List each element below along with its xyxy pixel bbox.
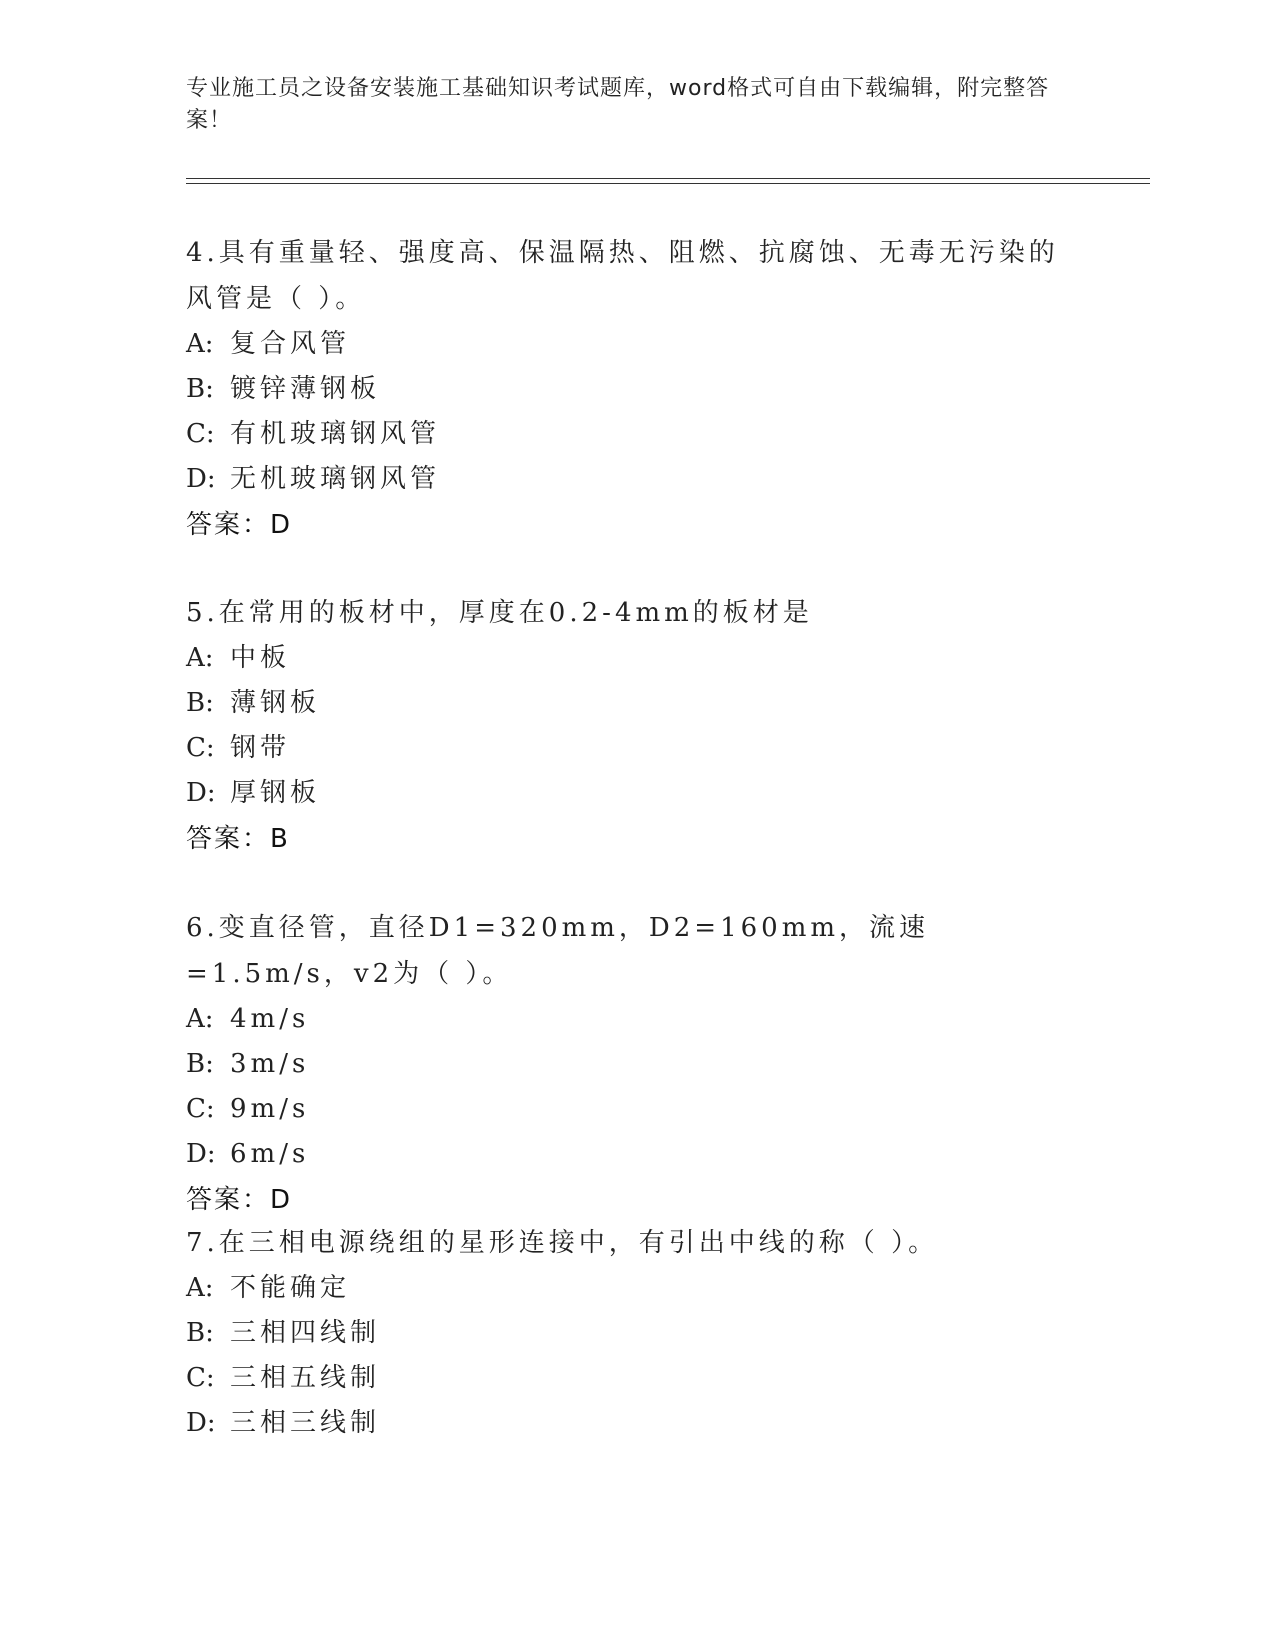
option-d bbox=[186, 457, 1066, 502]
option-text: 镀锌薄钢板 bbox=[230, 374, 381, 404]
option-text: 复合风管 bbox=[230, 329, 351, 359]
option-text: 三相四线制 bbox=[230, 1318, 381, 1348]
option-c bbox=[186, 1087, 1066, 1132]
question-stem: 4.具有重量轻、强度高、保温隔热、阻燃、抗腐蚀、无毒无污染的风管是（ ）。 bbox=[186, 238, 1059, 314]
option-a bbox=[186, 997, 1066, 1042]
question-stem: 7.在三相电源绕组的星形连接中，有引出中线的称（ ）。 bbox=[186, 1228, 939, 1258]
option-text: 中板 bbox=[230, 643, 291, 673]
option-letter: D: bbox=[186, 1139, 216, 1169]
option-letter: B: bbox=[186, 1049, 214, 1079]
option-text: 三相三线制 bbox=[230, 1408, 381, 1438]
option-letter: D: bbox=[186, 464, 216, 494]
option-text: 厚钢板 bbox=[230, 778, 321, 808]
option-c bbox=[186, 726, 1066, 771]
option-text: 6m/s bbox=[230, 1139, 310, 1169]
option-a bbox=[186, 1266, 1066, 1311]
question-6 bbox=[186, 905, 1066, 1223]
option-a bbox=[186, 322, 1066, 367]
option-text: 钢带 bbox=[230, 733, 291, 763]
option-letter: C: bbox=[186, 733, 215, 763]
option-letter: B: bbox=[186, 374, 214, 404]
option-c bbox=[186, 1356, 1066, 1401]
header-rule-top bbox=[186, 178, 1150, 179]
question-5 bbox=[186, 590, 1066, 862]
option-text: 不能确定 bbox=[230, 1273, 351, 1303]
option-letter: A: bbox=[186, 1273, 214, 1303]
question-stem: 6.变直径管，直径D1=320mm，D2=160mm，流速=1.5m/s，v2为（ ）。 bbox=[186, 913, 930, 989]
option-letter: A: bbox=[186, 643, 214, 673]
question-4 bbox=[186, 230, 1066, 548]
option-letter: D: bbox=[186, 1408, 216, 1438]
option-d bbox=[186, 771, 1066, 816]
option-text: 9m/s bbox=[230, 1094, 310, 1124]
document-header: 专业施工员之设备安装施工基础知识考试题库，word格式可自由下载编辑，附完整答案！ bbox=[186, 76, 1050, 133]
option-text: 无机玻璃钢风管 bbox=[230, 464, 441, 494]
option-text: 有机玻璃钢风管 bbox=[230, 419, 441, 449]
option-a bbox=[186, 636, 1066, 681]
option-text: 薄钢板 bbox=[230, 688, 321, 718]
option-b bbox=[186, 681, 1066, 726]
option-b bbox=[186, 367, 1066, 412]
option-letter: C: bbox=[186, 419, 215, 449]
question-stem: 5.在常用的板材中，厚度在0.2-4mm的板材是 bbox=[186, 598, 813, 628]
option-b bbox=[186, 1311, 1066, 1356]
answer-line: 答案：D bbox=[186, 1185, 293, 1215]
option-letter: C: bbox=[186, 1094, 215, 1124]
option-b bbox=[186, 1042, 1066, 1087]
option-letter: A: bbox=[186, 329, 214, 359]
option-letter: B: bbox=[186, 1318, 214, 1348]
option-text: 3m/s bbox=[230, 1049, 310, 1079]
option-letter: D: bbox=[186, 778, 216, 808]
question-7 bbox=[186, 1220, 1066, 1446]
option-d bbox=[186, 1132, 1066, 1177]
option-letter: B: bbox=[186, 688, 214, 718]
option-c bbox=[186, 412, 1066, 457]
option-text: 三相五线制 bbox=[230, 1363, 381, 1393]
answer-line: 答案：D bbox=[186, 510, 293, 540]
answer-line: 答案：B bbox=[186, 824, 290, 854]
header-rule-bottom bbox=[186, 183, 1150, 184]
option-letter: C: bbox=[186, 1363, 215, 1393]
option-letter: A: bbox=[186, 1004, 214, 1034]
option-text: 4m/s bbox=[230, 1004, 310, 1034]
option-d bbox=[186, 1401, 1066, 1446]
